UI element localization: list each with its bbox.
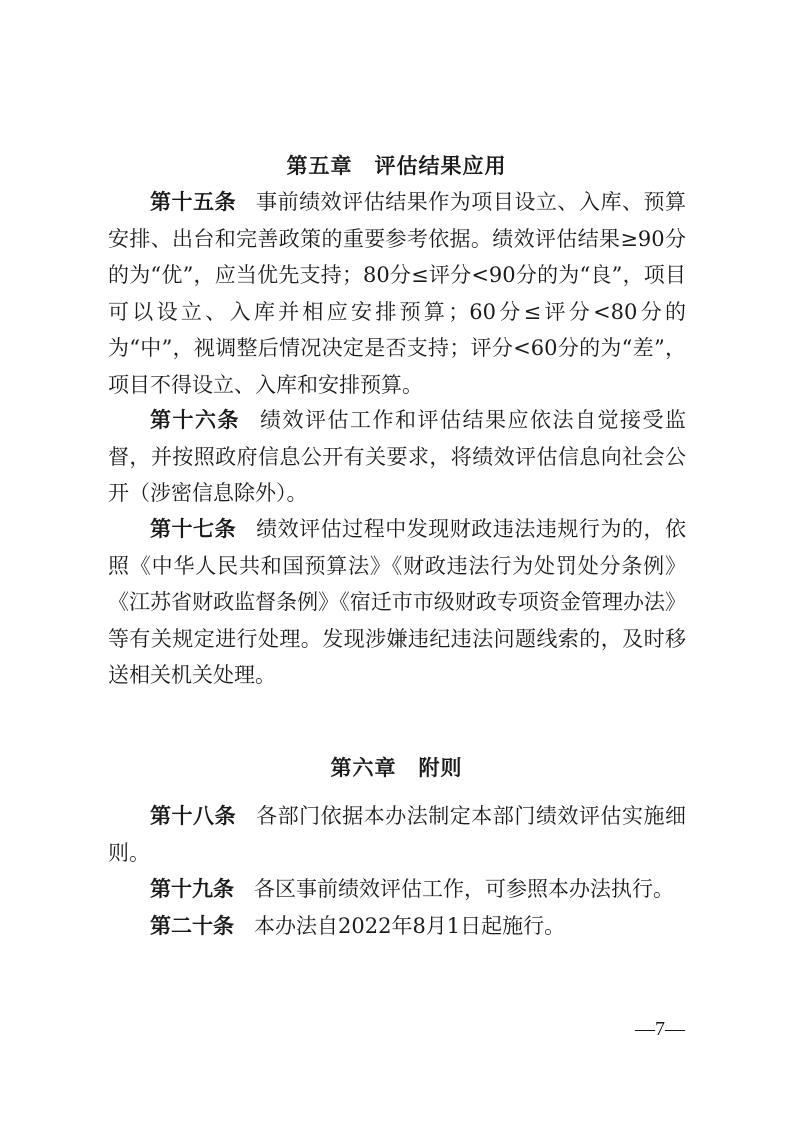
article-16-text: 绩效评估工作和评估结果应依法自觉接受监督，并按照政府信息公开有关要求，将绩效评估信息向社会公开（涉密信息除外）。 (108, 408, 686, 505)
chapter-5-heading: 第五章 评估结果应用 (286, 154, 507, 178)
article-17-text: 绩效评估过程中发现财政违法违规行为的，依照《中华人民共和国预算法》《财政违法行为处罚处分条例》《江苏省财政监督条例》《宿迁市市级财政专项资金管理办法》等有关规定进行处理。发现涉嫌违纪违法问题线索的，及时移送相关机关处理。 (108, 517, 687, 687)
article-15 (108, 184, 686, 403)
article-19-number: 第十九条 (150, 877, 234, 901)
page-number: —7— (635, 1018, 685, 1040)
article-19-text: 各区事前绩效评估工作，可参照本办法执行。 (254, 877, 674, 901)
article-19 (108, 871, 686, 908)
article-16 (108, 402, 686, 512)
article-18-text: 各部门依据本办法制定本部门绩效评估实施细则。 (108, 804, 687, 865)
article-17 (108, 511, 686, 694)
article-18 (108, 798, 686, 871)
article-20-text: 本办法自2022年8月1日起施行。 (254, 914, 566, 938)
article-16-number: 第十六条 (150, 408, 240, 432)
article-15-number: 第十五条 (150, 190, 237, 214)
chapter-6-heading: 第六章 附则 (330, 756, 463, 780)
article-17-number: 第十七条 (150, 517, 237, 541)
article-20-number: 第二十条 (150, 914, 234, 938)
article-15-text: 事前绩效评估结果作为项目设立、入库、预算安排、出台和完善政策的重要参考依据。绩效评估结果≥90分的为“优”，应当优先支持；80分≤评分<90分的为“良”，项目可以设立、入库并相应安排预算；60分≤评分<80分的为“中”，视调整后情况决定是否支持；评分<60分的为“差”，项目不得设立、入库和安排预算。 (108, 190, 687, 397)
article-18-number: 第十八条 (150, 804, 237, 828)
article-20 (108, 908, 686, 945)
